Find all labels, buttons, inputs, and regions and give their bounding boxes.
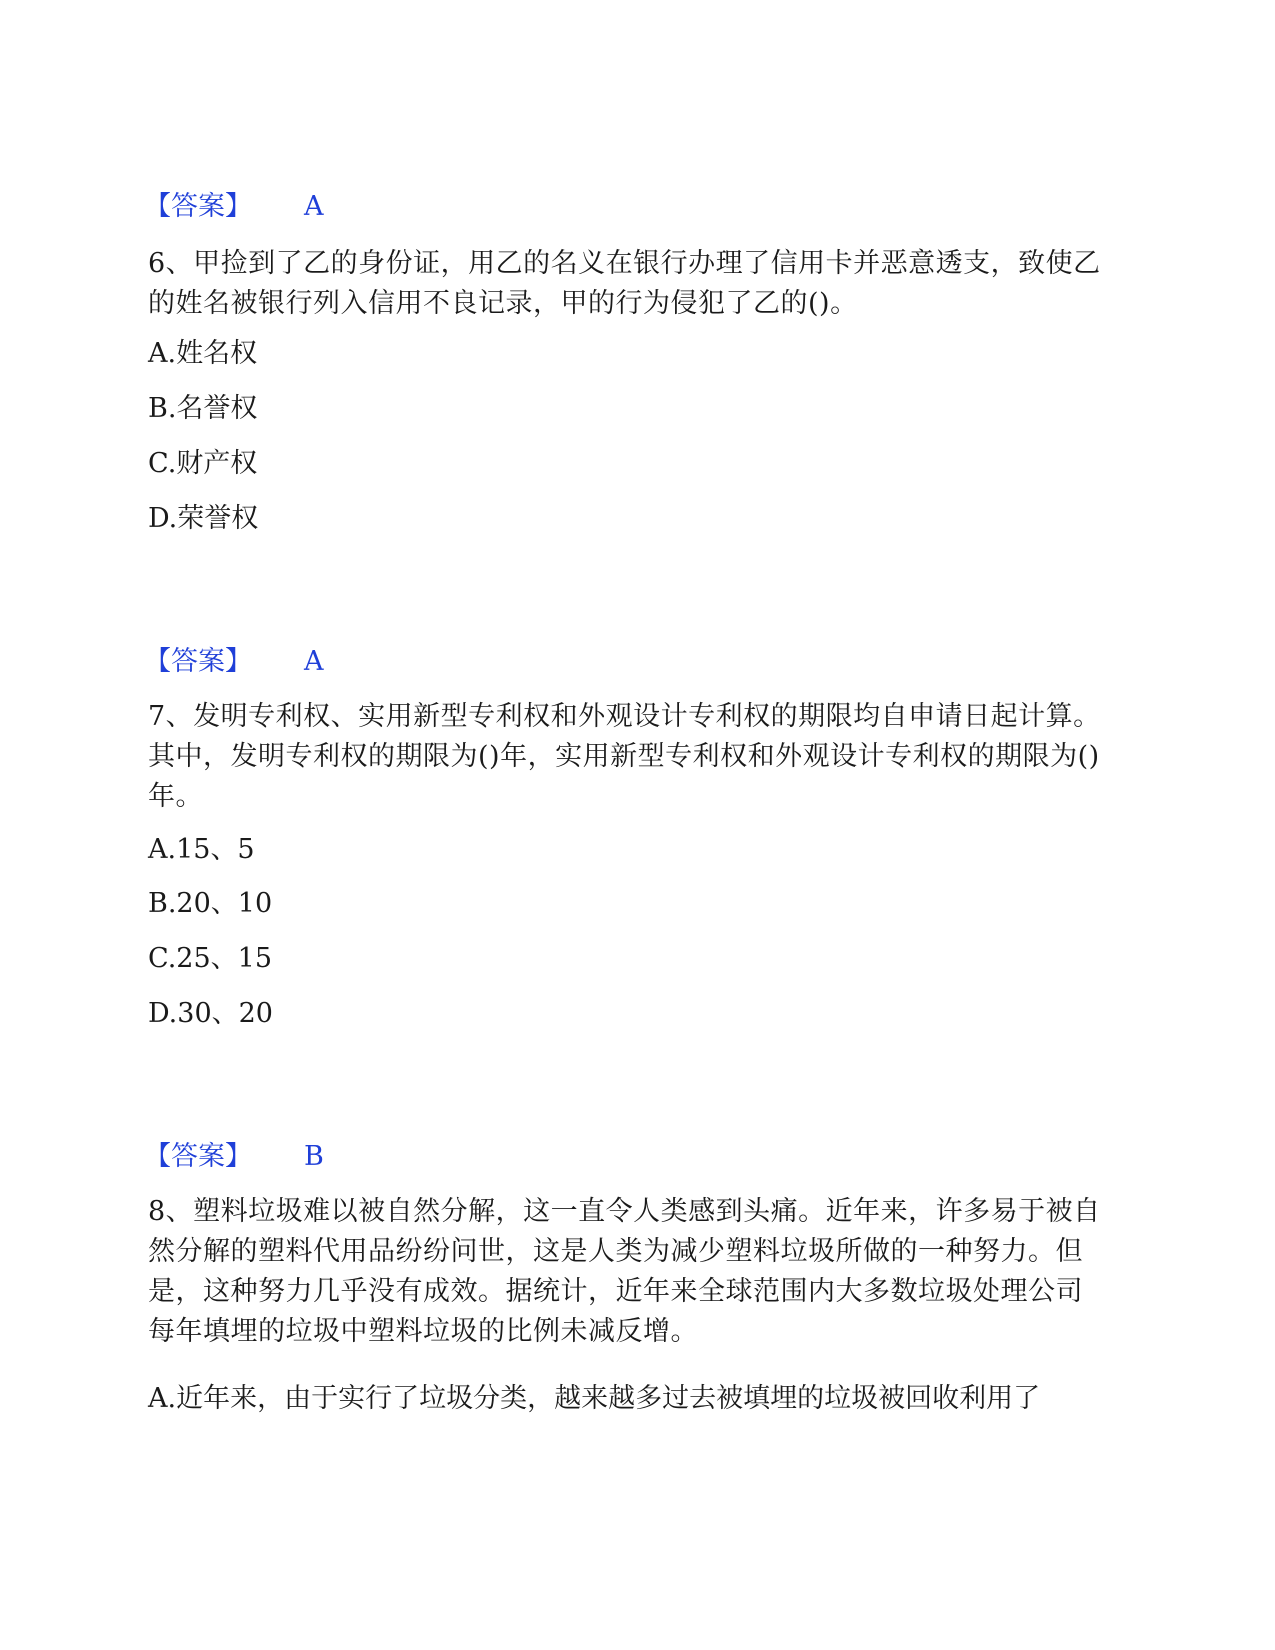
option-d: D.荣誉权: [148, 503, 259, 534]
option-b: B.名誉权: [148, 393, 258, 424]
answer-label: 【答案】: [144, 191, 252, 222]
option-c: C.财产权: [148, 448, 258, 479]
answer-label: 【答案】: [144, 646, 252, 677]
answer-line: [144, 190, 324, 224]
option-b: B.20、10: [148, 888, 273, 919]
question-text: 8、塑料垃圾难以被自然分解，这一直令人类感到头痛。近年来，许多易于被自然分解的塑料代用品纷纷问世，这是人类为减少塑料垃圾所做的一种努力。但是，这种努力几乎没有成效。据统计，近年来全球范围内大多数垃圾处理公司每年填埋的垃圾中塑料垃圾的比例未减反增。: [148, 1196, 1101, 1347]
option-a: A.近年来，由于实行了垃圾分类，越来越多过去被填埋的垃圾被回收利用了: [148, 1383, 1041, 1414]
answer-value: A: [304, 191, 324, 222]
option-a: A.姓名权: [148, 338, 258, 369]
option-c: C.25、15: [148, 943, 272, 974]
question-text: 6、甲捡到了乙的身份证，用乙的名义在银行办理了信用卡并恶意透支，致使乙的姓名被银行列入信用不良记录，甲的行为侵犯了乙的()。: [148, 248, 1101, 319]
answer-line: [144, 1140, 324, 1174]
option-a: A.15、5: [148, 834, 255, 865]
answer-label: 【答案】: [144, 1141, 252, 1172]
answer-value: B: [304, 1141, 324, 1172]
answer-value: A: [304, 646, 324, 677]
answer-line: [144, 645, 324, 679]
option-d: D.30、20: [148, 998, 273, 1029]
question-text: 7、发明专利权、实用新型专利权和外观设计专利权的期限均自申请日起计算。其中，发明专利权的期限为()年，实用新型专利权和外观设计专利权的期限为()年。: [148, 701, 1101, 812]
